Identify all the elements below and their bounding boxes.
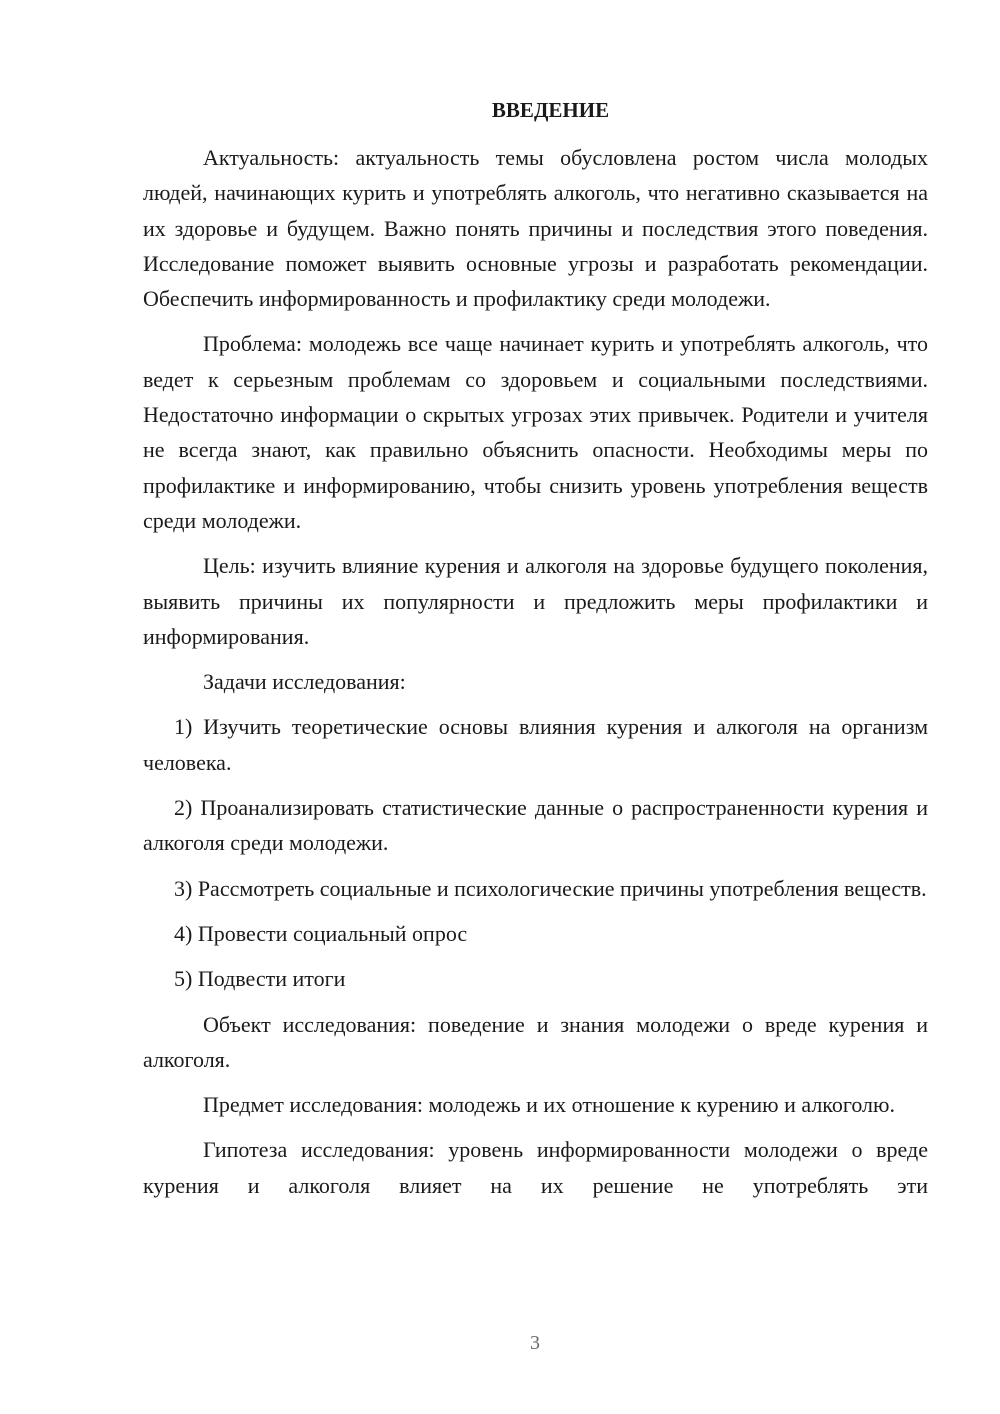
paragraph-subject: Предмет исследования: молодежь и их отношение к курению и алкоголю. [203,1092,895,1118]
tasks-title: Задачи исследования: [203,669,406,695]
paragraph-object: Объект исследования: поведение и знания молодежи о вреде курения и алкоголя. [143,1011,928,1072]
task-item-3: 3) Рассмотреть социальные и психологические причины употребления веществ. [174,875,927,901]
paragraph-goal: Цель: изучить влияние курения и алкоголя на здоровье будущего поколения, выявить причины их популярности и предложить меры профилактики и информирования. [143,553,928,649]
paragraph-hypothesis: Гипотеза исследования: уровень информированности молодежи о вреде курения и алкоголя влияет на их решение не употреблять эти [143,1137,928,1198]
task-item-4: 4) Провести социальный опрос [174,920,468,946]
paragraph-problem: Проблема: молодежь все чаще начинает курить и употреблять алкоголь, что ведет к серьезным проблемам со здоровьем и социальными последствиями. Недостаточно информации о скрытых угрозах этих привычек. Родители и учителя не всегда знают, как правильно объяснить опасности. Необходимы меры по профилактике и информированию, чтобы снизить уровень употребления веществ среди молодежи. [143,331,928,533]
paragraph-relevance: Актуальность: актуальность темы обусловлена ростом числа молодых людей, начинающих курить и употреблять алкоголь, что негативно сказывается на их здоровье и будущем. Важно понять причины и последствия этого поведения. Исследование поможет выявить основные угрозы и разработать рекомендации. Обеспечить информированность и профилактику среди молодежи. [143,145,928,312]
page-content [143,93,928,1213]
task-item-2: 2) Проанализировать статистические данные о распространенности курения и алкоголя среди молодежи. [143,795,928,856]
task-item-1: 1) Изучить теоретические основы влияния курения и алкоголя на организм человека. [143,714,928,775]
task-item-5: 5) Подвести итоги [174,966,346,992]
section-heading: ВВЕДЕНИЕ [491,98,610,122]
page-number: 3 [530,1332,540,1354]
